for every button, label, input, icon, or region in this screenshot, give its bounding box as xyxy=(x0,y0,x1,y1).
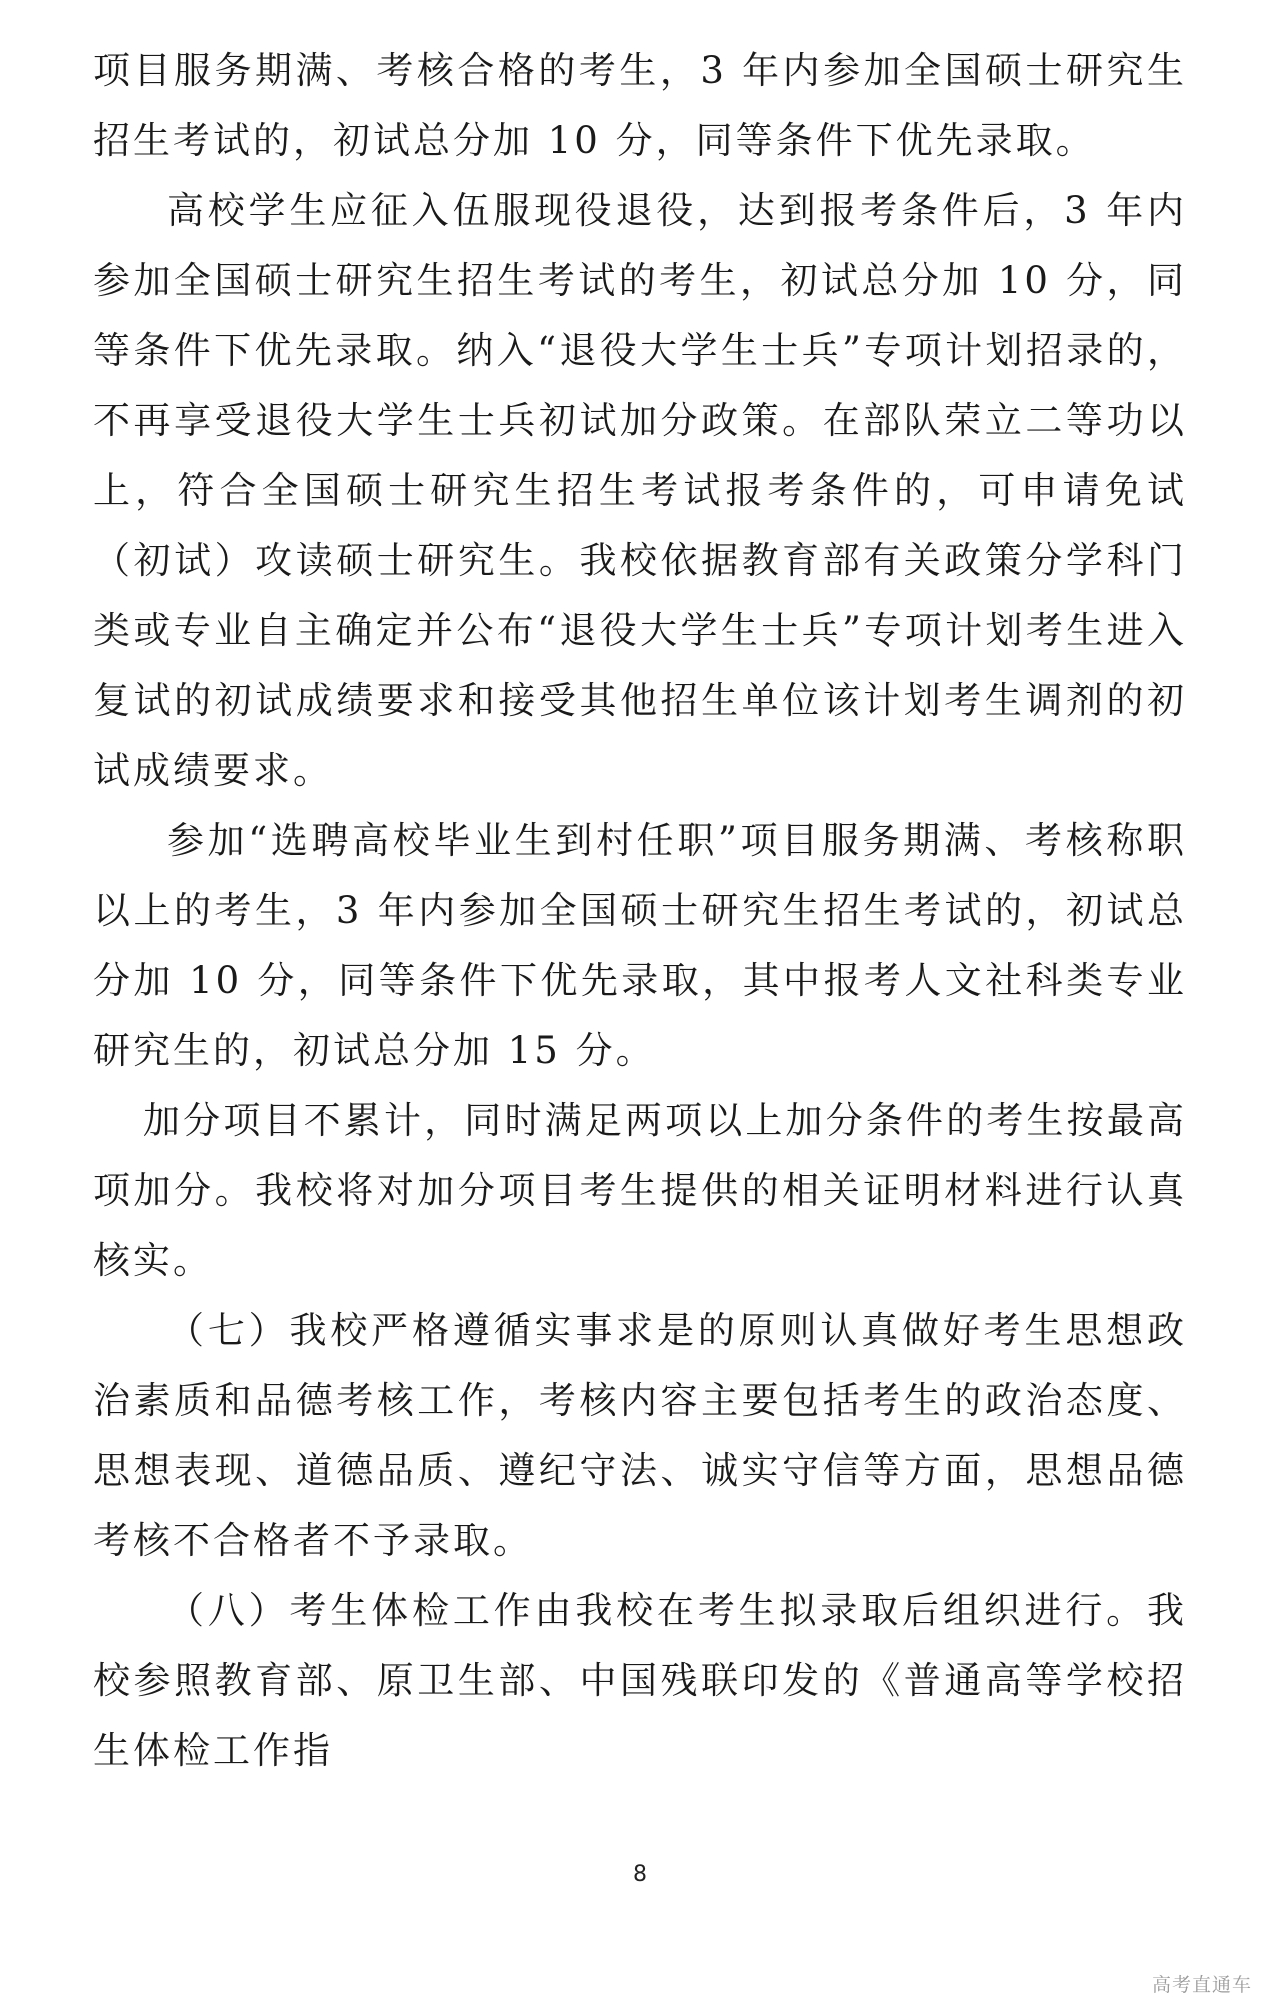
paragraph-continuation: 项目服务期满、考核合格的考生，3 年内参加全国硕士研究生招生考试的，初试总分加 10 分，同等条件下优先录取。 xyxy=(93,49,1187,162)
paragraph-veteran-students: 高校学生应征入伍服现役退役，达到报考条件后，3 年内参加全国硕士研究生招生考试的考生，初试总分加 10 分，同等条件下优先录取。纳入“退役大学生士兵”专项计划招录的，不再享受退役大学生士兵初试加分政策。在部队荣立二等功以上，符合全国硕士研究生招生考试报考条件的，可申请免试（初试）攻读硕士研究生。我校依据教育部有关政策分学科门类或专业自主确定并公布“退役大学生士兵”专项计划考生进入复试的初试成绩要求和接受其他招生单位该计划考生调剂的初试成绩要求。 xyxy=(93,189,1187,792)
document-body xyxy=(93,36,1187,1786)
paragraph-bonus-rules: 加分项目不累计，同时满足两项以上加分条件的考生按最高项加分。我校将对加分项目考生提供的相关证明材料进行认真核实。 xyxy=(93,1099,1187,1282)
paragraph-section-7: （七）我校严格遵循实事求是的原则认真做好考生思想政治素质和品德考核工作，考核内容主要包括考生的政治态度、思想表现、道德品质、遵纪守法、诚实守信等方面，思想品德考核不合格者不予录取。 xyxy=(93,1309,1187,1562)
paragraph-section-8: （八）考生体检工作由我校在考生拟录取后组织进行。我校参照教育部、原卫生部、中国残联印发的《普通高等学校招生体检工作指 xyxy=(93,1589,1187,1772)
page-number: 8 xyxy=(633,1862,647,1887)
watermark: 高考直通车 xyxy=(1151,1974,1252,1996)
paragraph-village-officials: 参加“选聘高校毕业生到村任职”项目服务期满、考核称职以上的考生，3 年内参加全国硕士研究生招生考试的，初试总分加 10 分，同等条件下优先录取，其中报考人文社科类专业研究生的，初试总分加 15 分。 xyxy=(93,819,1187,1072)
